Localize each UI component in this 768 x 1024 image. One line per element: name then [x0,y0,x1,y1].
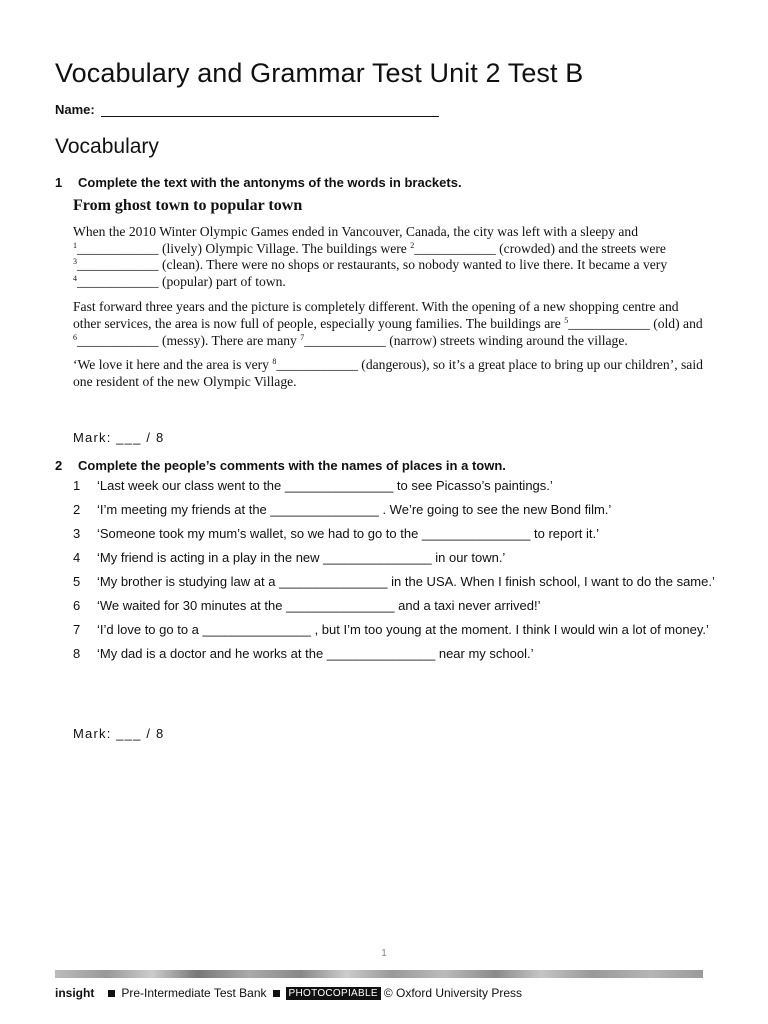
reading-text [73,198,703,399]
paragraph-3: ‘We love it here and the area is very $^8$____________ (dangerous), so it’s a great place to bring up our children’, said one resident of the new Olympic Village. [73,357,703,390]
gap-number: 3 [73,257,77,267]
gap-number: 5 [564,315,569,325]
paragraph-2: Fast forward three years and the picture is completely different. With the opening of a new shopping centre and other services, the area is now full of people, especially young families. The buildings are $^5$____________ (old) and $^6$____________ (messy). There are many $^7$____________ (narrow) streets winding around the village. [73,298,703,348]
list-item: 3 ‘Someone took my mum’s wallet, so we had to go to the _______________ to report it.’ [73,526,600,541]
gap-number: 2 [410,240,415,250]
brand-logo: insight [55,986,95,1000]
task-number: 2 [55,458,63,473]
task-instruction: Complete the text with the antonyms of the words in brackets. [78,175,462,190]
section-heading-vocabulary: Vocabulary [55,135,159,158]
gap-number: 6 [73,332,77,342]
list-item: 4 ‘My friend is acting in a play in the new _______________ in our town.’ [73,550,506,565]
task-number: 1 [55,175,63,190]
name-field-line[interactable] [101,102,439,117]
gap-number: 8 [272,357,277,367]
square-bullet-icon [273,990,280,997]
product-name: Pre-Intermediate Test Bank [121,986,267,1000]
task-instruction: Complete the people’s comments with the names of places in a town. [78,458,506,473]
gap-number: 1 [73,240,77,250]
story-title: From ghost town to popular town [73,197,303,214]
mark-task-1: Mark: ___ / 8 [73,430,165,445]
name-row [55,102,439,117]
task-2-items [73,474,723,666]
list-item: 1 ‘Last week our class went to the _______________ to see Picasso’s paintings.’ [73,478,553,493]
gap-number: 4 [73,274,77,284]
paragraph-1: When the 2010 Winter Olympic Games ended in Vancouver, Canada, the city was left with a sleepy and $^1$____________ (lively) Olympic Village. The buildings were $^2$____________ (crowded) and the streets were $^3$____________ (clean). There were no shops or restaurants, so nobody wanted to live there. It became a very $^4$____________ (popular) part of town. [73,223,668,290]
list-item: 2 ‘I’m meeting my friends at the _______________ . We’re going to see the new Bond film.’ [73,502,612,517]
photocopiable-badge: PHOTOCOPIABLE [286,987,381,1000]
list-item: 7 ‘I’d love to go to a _______________ , but I’m too young at the moment. I think I would win a lot of money.’ [73,622,709,637]
page-number: 1 [381,948,387,959]
name-label: Name: [55,102,95,117]
task-1-instruction [55,175,462,190]
copyright: © Oxford University Press [383,986,523,1000]
square-bullet-icon [108,990,115,997]
footer-photo-strip [55,970,703,978]
task-2-instruction [55,458,506,473]
mark-task-2: Mark: ___ / 8 [73,726,165,741]
list-item: 5 ‘My brother is studying law at a _______________ in the USA. When I finish school, I want to do the same.’ [73,574,715,589]
list-item: 8 ‘My dad is a doctor and he works at the _______________ near my school.’ [73,646,534,661]
list-item: 6 ‘We waited for 30 minutes at the _______________ and a taxi never arrived!’ [73,598,541,613]
gap-number: 7 [300,332,305,342]
page-title: Vocabulary and Grammar Test Unit 2 Test B [55,58,584,88]
footer [55,986,522,1000]
